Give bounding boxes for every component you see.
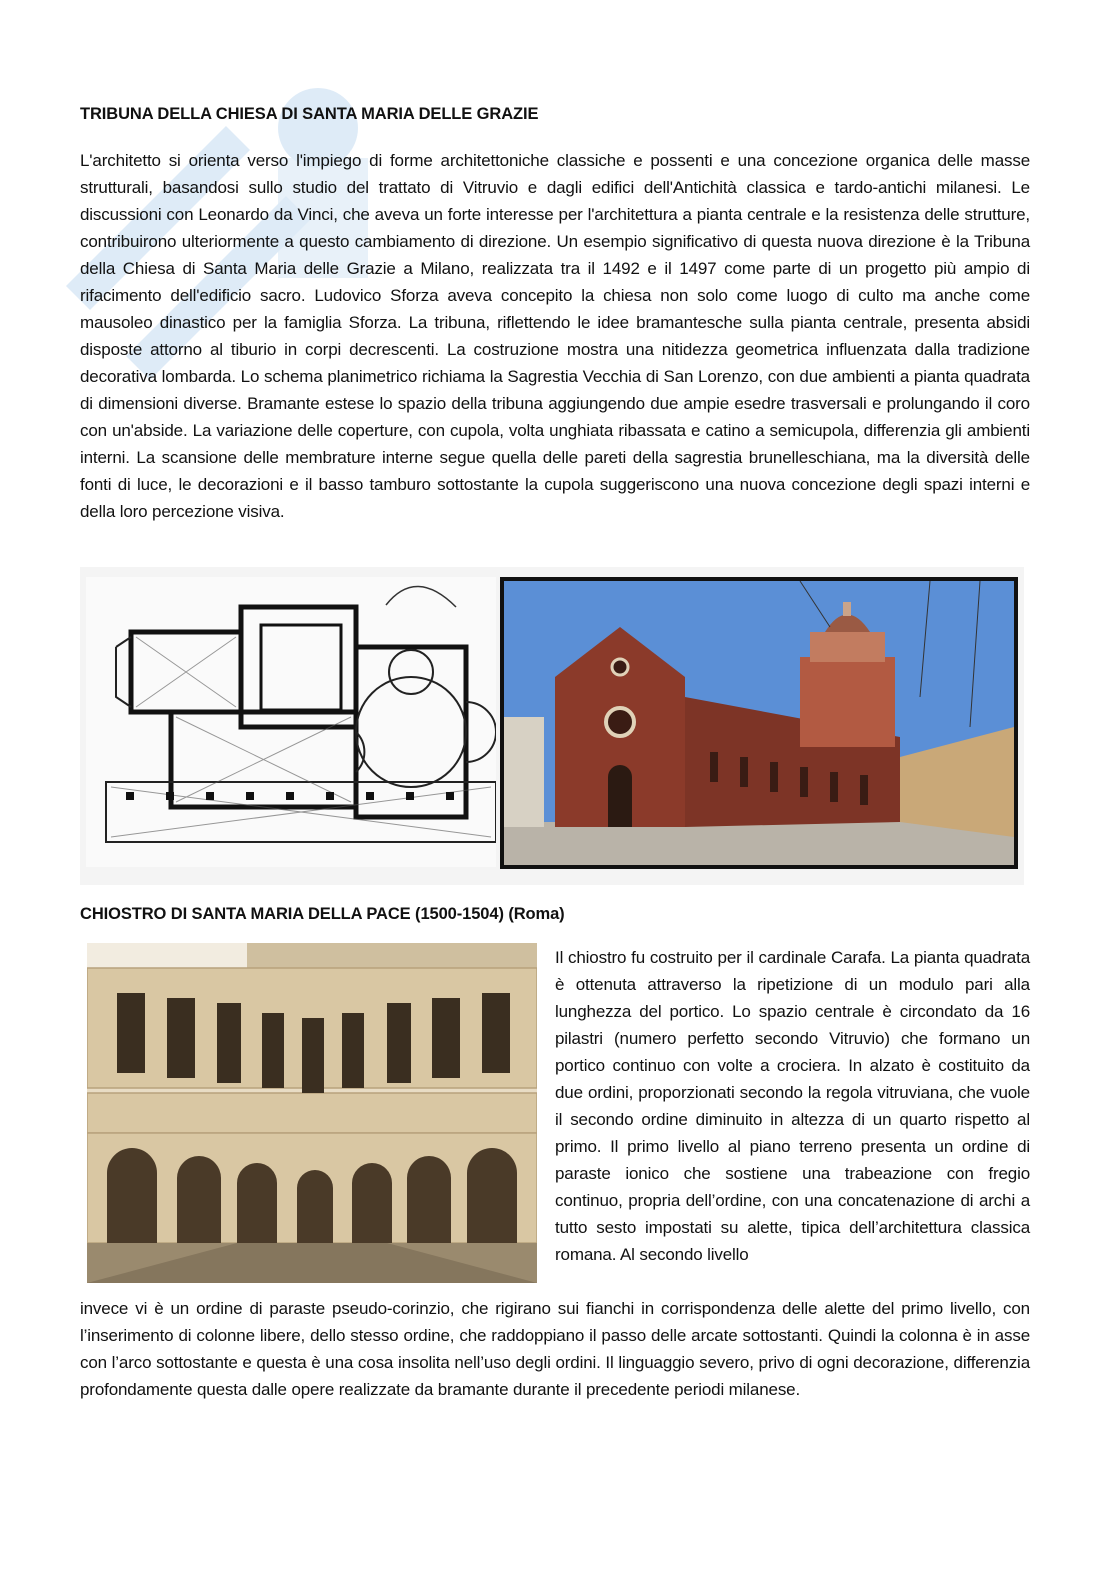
floor-plan-image bbox=[86, 577, 496, 867]
section-title-chiostro: CHIOSTRO DI SANTA MARIA DELLA PACE (1500-1504) (Roma) bbox=[80, 905, 565, 923]
paragraph-tribuna: L'architetto si orienta verso l'impiego di forme architettoniche classiche e possenti e una concezione organica delle masse strutturali, basandosi sullo studio del trattato di Vitruvio e dagli edifici dell'Antichità classica e tardo-antichi milanesi. Le discussioni con Leonardo da Vinci, che aveva un forte interesse per l'architettura a pianta centrale e la resistenza delle strutture, contribuirono ulteriormente a questo cambiamento di direzione. Un esempio significativo di questa nuova direzione è la Tribuna della Chiesa di Santa Maria delle Grazie a Milano, realizzata tra il 1492 e il 1497 come parte di un progetto più ampio di rifacimento dell'edificio sacro. Ludovico Sforza aveva concepito la chiesa non solo come luogo di culto ma anche come mausoleo dinastico per la famiglia Sforza. La tribuna, riflettendo le idee bramantesche sulla pianta centrale, presenta absidi disposte attorno al tiburio in corpi decrescenti. La costruzione mostra una nitidezza geometrica influenzata dalla tradizione decorativa lombarda. Lo schema planimetrico richiama la Sagrestia Vecchia di San Lorenzo, con due ambienti a pianta quadrata di dimensioni diverse. Bramante estese lo spazio della tribuna aggiungendo due ampie esedre trasversali e prolungando il coro con un'abside. La variazione delle coperture, con cupola, volta unghiata ribassata e catino a semicupola, differenzia gli ambienti interni. La scansione delle membrature interne segue quella delle pareti della sagrestia brunelleschiana, ma la diversità delle fonti di luce, le decorazioni e il basso tamburo sottostante la cupola suggeriscono una nuova concezione degli spazi interni e della loro percezione visiva. bbox=[80, 151, 1030, 521]
paragraph-chiostro-side: Il chiostro fu costruito per il cardinale Carafa. La pianta quadrata è ottenuta attraverso la ripetizione di un modulo pari alla lunghezza del portico. Lo spazio centrale è circondato da 16 pilastri (numero perfetto secondo Vitruvio) che formano un portico continuo con volte a crociera. In alzato è costituito da due ordini, proporzionati secondo la regola vitruviana, che vuole il secondo ordine diminuito in altezza di un quarto rispetto al primo. Il primo livello al piano terreno presenta un ordine di paraste ionico che sostiene una trabeazione con fregio continuo, propria dell’ordine, con una concatenazione di archi a tutto sesto impostati su alette, tipica dell’architettura classica romana. Al secondo livello bbox=[555, 948, 1030, 1264]
section-title-tribuna: TRIBUNA DELLA CHIESA DI SANTA MARIA DELLE GRAZIE bbox=[80, 105, 539, 123]
paragraph-chiostro-continued: invece vi è un ordine di paraste pseudo-corinzio, che rigirano sui fianchi in corrispondenza delle alette del primo livello, con l’inserimento di colonne libere, dello stesso ordine, che raddoppiano il passo delle arcate sottostanti. Quindi la colonna è in asse con l’arco sottostante e questa è una cosa insolita nell’uso degli ordini. Il linguaggio severo, privo di ogni decorazione, differenzia profondamente questa dalle opere realizzate da bramante durante il precedente periodi milanese. bbox=[80, 1299, 1030, 1399]
figure-santa-maria-delle-grazie bbox=[80, 567, 1024, 885]
church-photo-image bbox=[500, 577, 1018, 869]
cloister-photo-image bbox=[87, 943, 537, 1283]
